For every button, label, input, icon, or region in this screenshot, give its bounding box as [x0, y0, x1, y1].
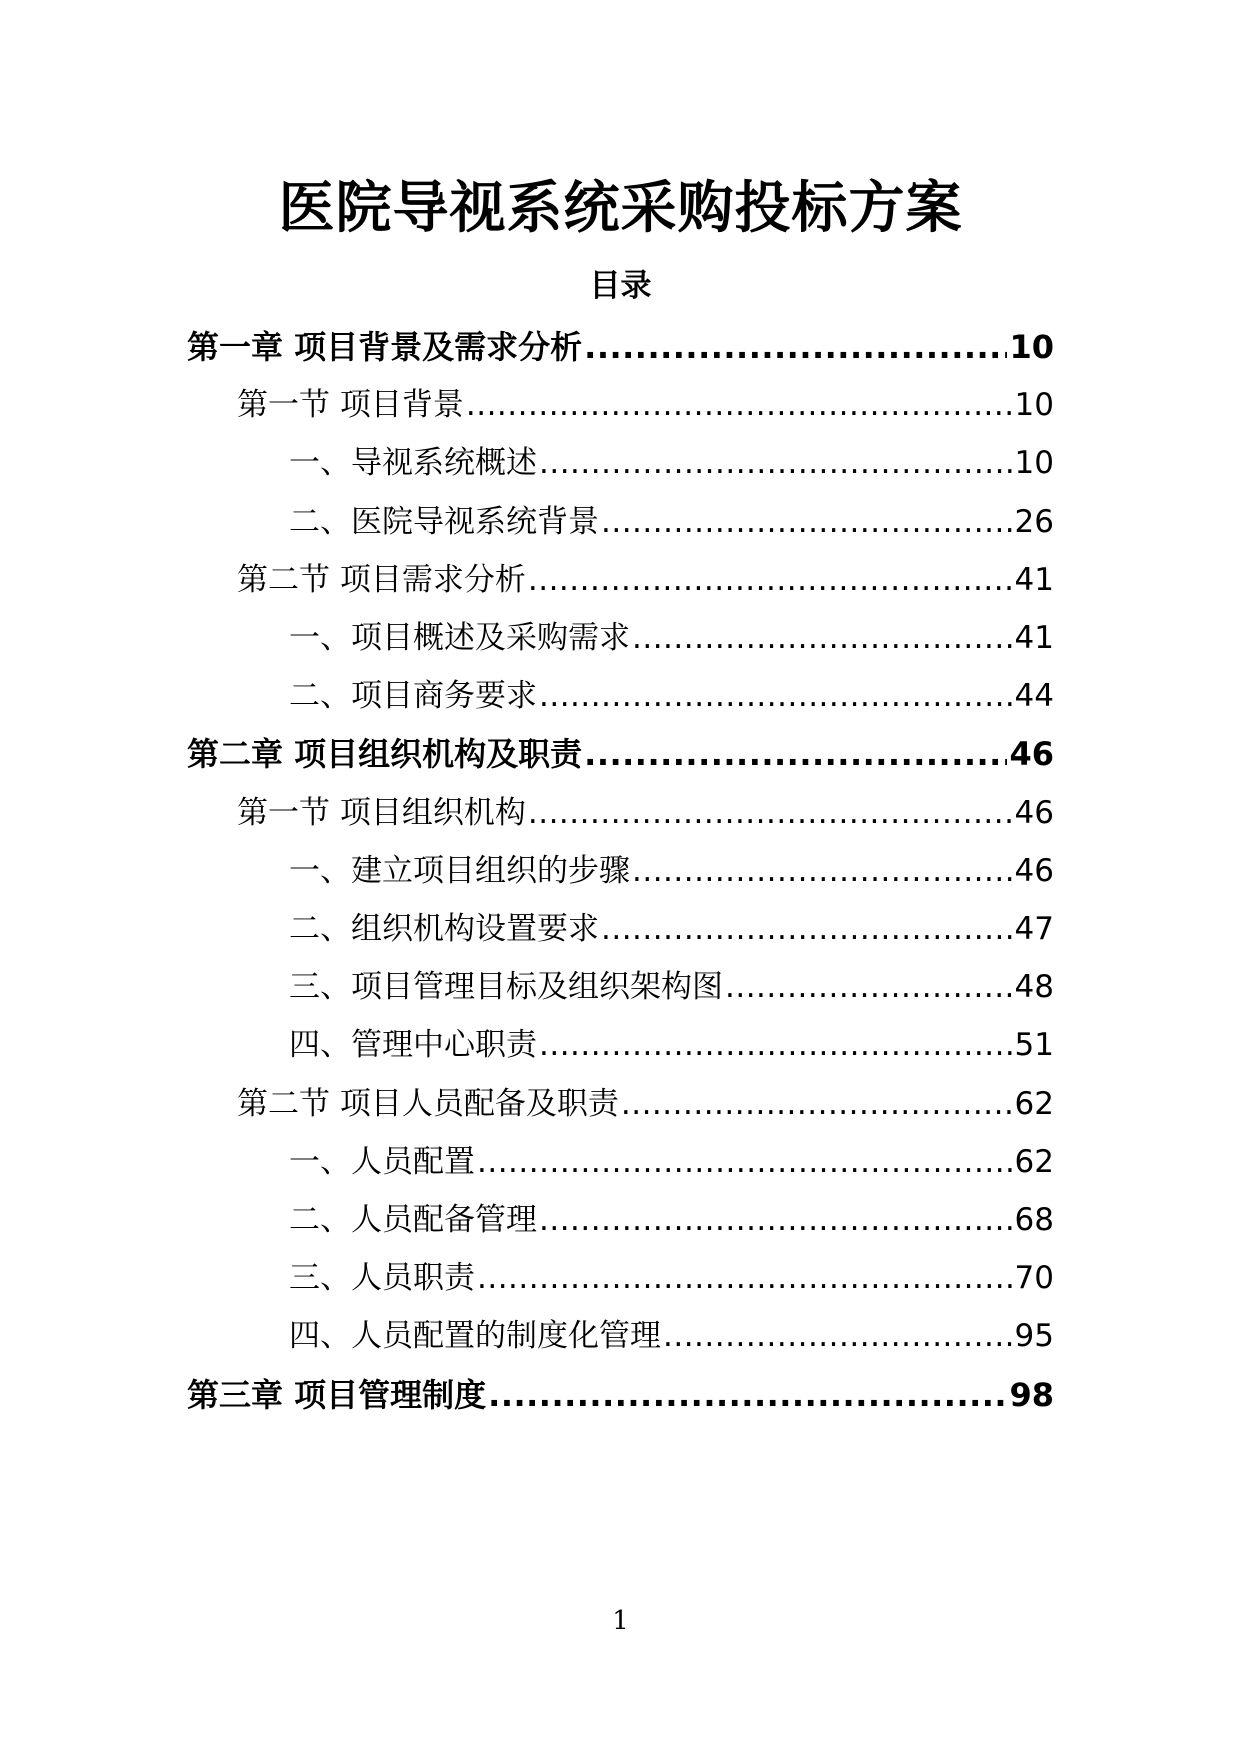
toc-entry-label: 一、项目概述及采购需求 [289, 620, 630, 656]
toc-entry-label: 三、人员职责 [289, 1260, 475, 1297]
toc-entry-label: 三、项目管理目标及组织架构图 [289, 969, 723, 1006]
toc-entry[interactable] [187, 1370, 1054, 1420]
toc-heading: 目录 [589, 268, 652, 304]
toc-entry[interactable] [237, 555, 1054, 605]
toc-dot-leader [539, 1020, 1013, 1070]
toc-entry-label: 四、管理中心职责 [289, 1027, 537, 1064]
toc-entry-page: 48 [1014, 969, 1054, 1006]
toc-entry-page: 26 [1014, 503, 1054, 540]
toc-entry-label: 一、人员配置 [289, 1143, 475, 1180]
toc-entry-label: 第二章 项目组织机构及职责 [187, 735, 583, 774]
toc-dot-leader [601, 904, 1013, 954]
toc-entry[interactable] [237, 1079, 1054, 1129]
toc-entry[interactable] [289, 671, 1054, 721]
toc-entry[interactable] [289, 962, 1054, 1012]
toc-entry-label: 第二节 项目人员配备及职责 [237, 1085, 619, 1122]
toc-dot-leader [601, 497, 1013, 547]
toc-entry-label: 第二节 项目需求分析 [237, 561, 526, 598]
toc-entry[interactable] [289, 904, 1054, 954]
toc-entry-label: 二、人员配备管理 [289, 1202, 537, 1238]
document-title: 医院导视系统采购投标方案 [278, 176, 963, 241]
toc-entry[interactable] [289, 497, 1054, 547]
toc-entry[interactable] [289, 1195, 1054, 1245]
toc-entry-label: 第三章 项目管理制度 [187, 1375, 487, 1414]
toc-entry-page: 98 [1009, 1375, 1054, 1414]
toc-dot-leader [539, 671, 1013, 721]
toc-entry-label: 第一节 项目组织机构 [237, 794, 526, 831]
toc-entry-page: 68 [1014, 1202, 1054, 1238]
toc-entry[interactable] [187, 729, 1054, 779]
toc-entry-page: 46 [1014, 852, 1054, 889]
page-number: 1 [612, 1606, 629, 1636]
toc-dot-leader [488, 1370, 1007, 1420]
toc-entry-page: 70 [1014, 1260, 1054, 1297]
toc-dot-leader [621, 1079, 1013, 1129]
toc-entry-page: 51 [1014, 1027, 1054, 1064]
toc-entry[interactable] [289, 438, 1054, 488]
toc-entry-page: 10 [1014, 445, 1054, 482]
toc-dot-leader [663, 1311, 1013, 1361]
toc-dot-leader [528, 788, 1013, 838]
toc-entry[interactable] [289, 1137, 1054, 1187]
toc-entry-page: 10 [1009, 328, 1054, 366]
toc-dot-leader [477, 1253, 1013, 1303]
toc-entry-page: 47 [1014, 911, 1054, 947]
toc-dot-leader [477, 1137, 1013, 1187]
toc-dot-leader [466, 380, 1013, 430]
toc-entry-page: 41 [1014, 620, 1054, 656]
toc-entry-page: 62 [1014, 1085, 1054, 1122]
toc-entry[interactable] [237, 380, 1054, 430]
toc-entry[interactable] [187, 322, 1054, 372]
toc-entry-page: 46 [1009, 735, 1054, 774]
toc-entry-label: 第一章 项目背景及需求分析 [187, 328, 583, 366]
toc-entry-page: 95 [1014, 1318, 1054, 1355]
toc-entry[interactable] [237, 788, 1054, 838]
toc-entry-label: 二、医院导视系统背景 [289, 503, 599, 540]
toc-entry-label: 第一节 项目背景 [237, 387, 464, 424]
toc-dot-leader [725, 962, 1013, 1012]
toc-dot-leader [528, 555, 1013, 605]
toc-entry-label: 二、项目商务要求 [289, 678, 537, 715]
toc-entry-page: 44 [1014, 678, 1054, 715]
toc-dot-leader [584, 729, 1007, 779]
toc-entry-page: 46 [1014, 794, 1054, 831]
toc-entry-label: 二、组织机构设置要求 [289, 911, 599, 947]
toc-entry[interactable] [289, 1253, 1054, 1303]
toc-entry-page: 10 [1014, 387, 1054, 424]
toc-dot-leader [632, 613, 1013, 663]
toc-entry-label: 四、人员配置的制度化管理 [289, 1318, 661, 1355]
toc-entry-label: 一、导视系统概述 [289, 445, 537, 482]
toc-entry[interactable] [289, 846, 1054, 896]
toc-entry-page: 41 [1014, 561, 1054, 598]
toc-dot-leader [539, 438, 1013, 488]
toc-entry[interactable] [289, 1311, 1054, 1361]
toc-entry[interactable] [289, 613, 1054, 663]
toc-dot-leader [539, 1195, 1013, 1245]
toc-entry-page: 62 [1014, 1143, 1054, 1180]
toc-dot-leader [584, 322, 1007, 372]
toc-dot-leader [632, 846, 1013, 896]
toc-entry[interactable] [289, 1020, 1054, 1070]
toc-entry-label: 一、建立项目组织的步骤 [289, 852, 630, 889]
